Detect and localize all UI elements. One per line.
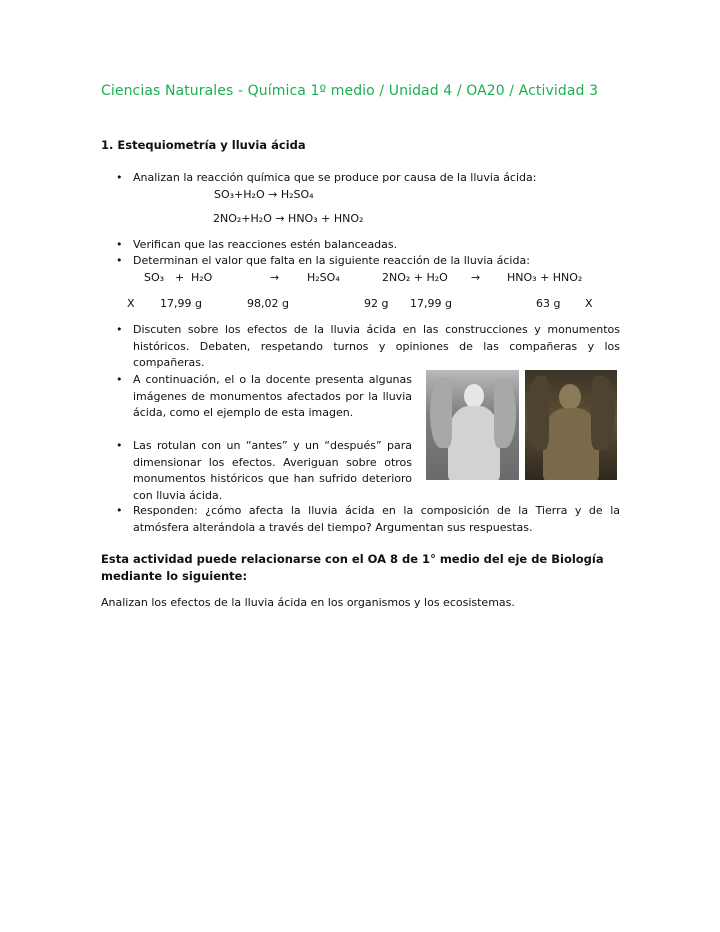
- reaction-reactant-h2o: H₂O: [191, 271, 213, 284]
- document-header: Ciencias Naturales - Química 1º medio / Unidad 4 / OA20 / Actividad 3: [101, 83, 599, 99]
- value-x-2: X: [585, 297, 593, 310]
- bullet-respond: • Responden: ¿cómo afecta la lluvia ácida en la composición de la Tierra y de la atmósfera alterándola a través del tiempo? Argumentan sus respuestas.: [133, 503, 620, 536]
- value-x-1: X: [127, 297, 135, 310]
- statue-before-image: [426, 370, 519, 480]
- reaction-product-h2so4: H₂SO₄: [307, 271, 340, 284]
- bullet-verify-balance: • Verifican que las reacciones estén balanceadas.: [133, 237, 397, 254]
- section-title: 1. Estequiometría y lluvia ácida: [101, 138, 306, 152]
- value-no2-mass: 92 g: [364, 297, 389, 310]
- relation-description: Analizan los efectos de la lluvia ácida en los organismos y los ecosistemas.: [101, 596, 515, 609]
- bullet-present-images: • A continuación, el o la docente presenta algunas imágenes de monumentos afectados por la lluvia ácida, como el ejemplo de esta imagen.: [133, 372, 412, 422]
- equation-so3: SO₃+H₂O → H₂SO₄: [214, 188, 314, 201]
- reaction-plus: +: [175, 271, 185, 284]
- equation-no2: 2NO₂+H₂O → HNO₃ + HNO₂: [213, 212, 364, 225]
- value-h2so4-mass: 98,02 g: [247, 297, 289, 310]
- bullet-determine-value: • Determinan el valor que falta en la siguiente reacción de la lluvia ácida:: [133, 253, 530, 270]
- monument-photos: [426, 370, 617, 480]
- bullet-label-before-after: • Las rotulan con un “antes” y un “después” para dimensionar los efectos. Averiguan sobre otros monumentos históricos que han sufrido deterioro con lluvia ácida.: [133, 438, 412, 504]
- reaction-arrow-2: →: [471, 271, 481, 284]
- reaction-arrow-1: →: [270, 271, 280, 284]
- bullet-discuss-effects: • Discuten sobre los efectos de la lluvia ácida en las construcciones y monumentos históricos. Debaten, respetando turnos y opiniones de las compañeras y los compañeras.: [133, 322, 620, 372]
- reaction-products-hno: HNO₃ + HNO₂: [507, 271, 583, 284]
- statue-after-image: [525, 370, 617, 480]
- value-hno3-mass: 63 g: [536, 297, 561, 310]
- reaction-reactant-so3: SO₃: [144, 271, 165, 284]
- reaction-reactants-no2: 2NO₂ + H₂O: [382, 271, 448, 284]
- bullet-analyze-reaction: • Analizan la reacción química que se produce por causa de la lluvia ácida:: [133, 170, 536, 187]
- value-h2o-mass-2: 17,99 g: [410, 297, 452, 310]
- relation-statement: Esta actividad puede relacionarse con el OA 8 de 1° medio del eje de Biología mediante lo siguiente:: [101, 552, 604, 583]
- value-h2o-mass-1: 17,99 g: [160, 297, 202, 310]
